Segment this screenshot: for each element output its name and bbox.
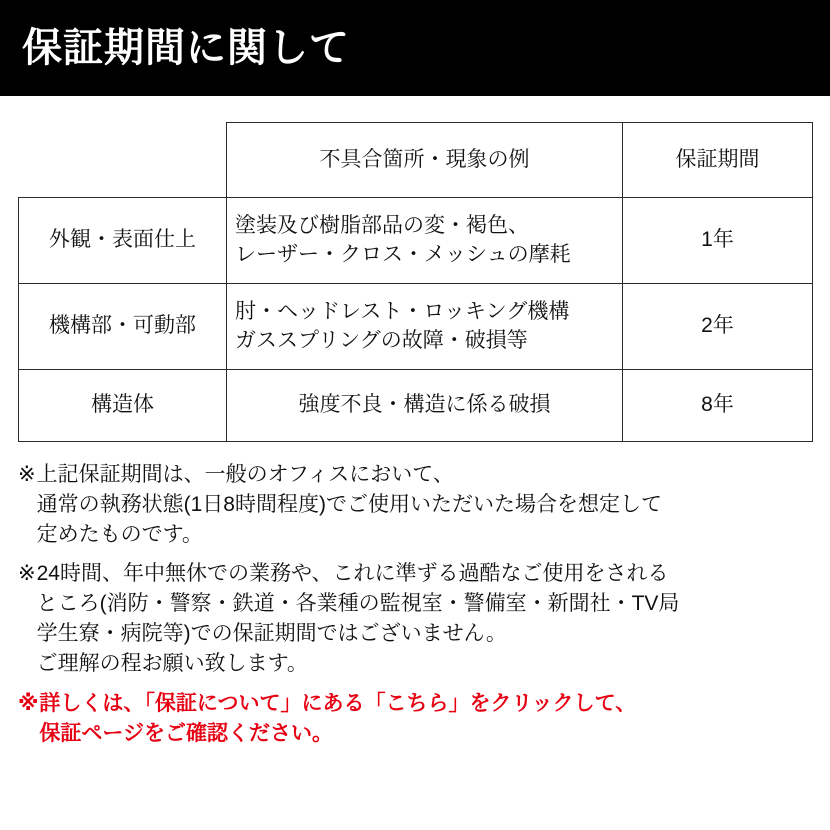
note-item [18,460,812,549]
row-symptom [227,370,623,442]
note-mark: ※ [18,463,36,486]
row-symptom-line: 強度不良・構造に係る破損 [298,393,551,417]
row-symptom-line: レーザー・クロス・メッシュの摩耗 [235,242,571,266]
row-symptom [227,198,623,284]
note-body [37,559,680,678]
table-corner-cell [19,123,227,198]
table-row [19,198,813,284]
note-line: ところ(消防・警察・鉄道・各業種の監視室・警備室・新聞社・TV局 [36,592,680,616]
note-line: 上記保証期間は、一般のオフィスにおいて、 [36,463,454,486]
note-line: 詳しくは、「保証について」にある「こちら」をクリックして、 [39,691,637,715]
row-symptom-line: ガススプリングの故障・破損等 [235,328,528,352]
page-title: 保証期間に関して [22,26,350,70]
row-category: 外観・表面仕上 [19,198,227,284]
note-line: 保証ページをご確認ください。 [39,721,334,745]
notes-section [0,442,830,748]
row-symptom-line: 肘・ヘッドレスト・ロッキング機構 [235,299,570,323]
table-row [19,284,813,370]
row-category: 機構部・可動部 [19,284,227,370]
table-header-row [19,123,813,198]
table-row [19,370,813,442]
row-category: 構造体 [19,370,227,442]
note-line: ご理解の程お願い致します。 [36,651,308,675]
note-line: 定めたものです。 [36,522,203,546]
note-body [37,460,662,549]
note-line: 学生寮・病院等)での保証期間ではございません。 [36,622,507,646]
row-period: 8年 [623,370,813,442]
warranty-table [18,122,813,442]
row-period: 1年 [623,198,813,284]
note-mark: ※ [18,562,36,586]
row-period: 2年 [623,284,813,370]
table-header-symptom: 不具合箇所・現象の例 [227,123,623,198]
note-item-highlight [18,689,812,749]
table-header-period: 保証期間 [623,123,813,198]
note-mark: ※ [18,691,39,715]
page-header [0,0,830,96]
warranty-table-container [0,96,830,442]
note-body [39,689,636,749]
note-line: 通常の執務状態(1日8時間程度)でご使用いただいた場合を想定して [36,492,662,516]
row-symptom-line: 塗装及び樹脂部品の変・褐色、 [235,213,529,237]
row-symptom [227,284,623,370]
note-item [18,559,812,678]
note-line: 24時間、年中無休での業務や、これに準ずる過酷なご使用をされる [36,562,669,586]
